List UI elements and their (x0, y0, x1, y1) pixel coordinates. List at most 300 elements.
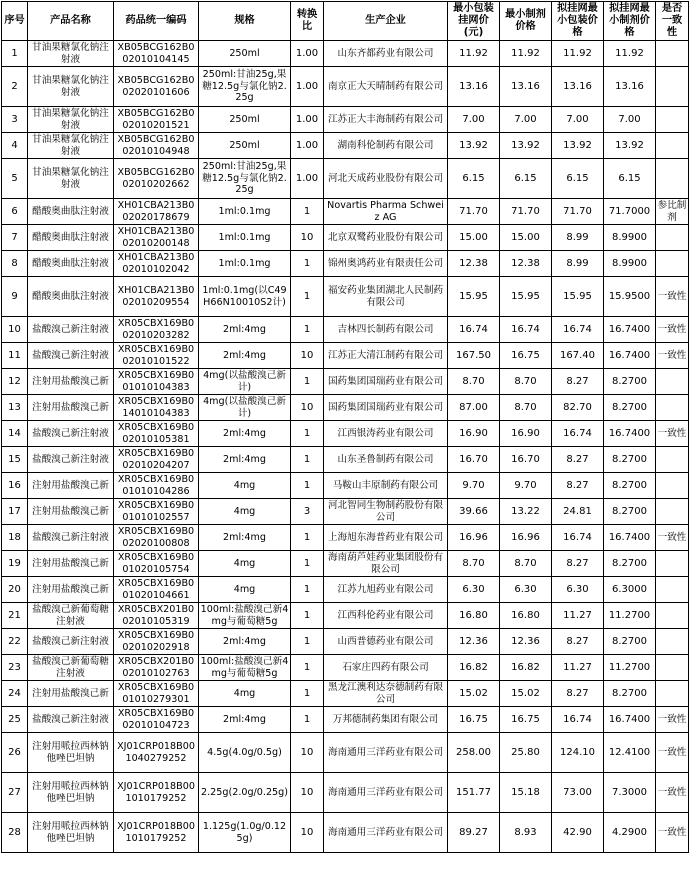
proposed-unit-price: 8.2700 (604, 395, 656, 421)
conversion-ratio: 1 (291, 447, 324, 473)
min-pack-price: 8.70 (448, 551, 500, 577)
min-pack-price: 258.00 (448, 733, 500, 773)
product-name: 甘油果糖氯化钠注射液 (28, 107, 114, 133)
spec: 250ml (199, 41, 291, 67)
proposed-pack-price: 8.27 (552, 551, 604, 577)
row-index: 3 (2, 107, 28, 133)
proposed-unit-price: 11.2700 (604, 603, 656, 629)
drug-code: XR05CBX169B014010104383 (114, 395, 199, 421)
table-row (2, 421, 689, 447)
drug-code: XR05CBX169B002010204207 (114, 447, 199, 473)
proposed-unit-price: 12.4100 (604, 733, 656, 773)
manufacturer: 吉林四长制药有限公司 (324, 317, 448, 343)
row-index: 25 (2, 707, 28, 733)
manufacturer: 江西银涛药业有限公司 (324, 421, 448, 447)
row-index: 9 (2, 277, 28, 317)
drug-code: XR05CBX201B002010102763 (114, 655, 199, 681)
proposed-pack-price: 71.70 (552, 199, 604, 225)
manufacturer: 海南葫芦娃药业集团股份有限公司 (324, 551, 448, 577)
min-unit-price: 16.75 (500, 343, 552, 369)
drug-code: XR05CBX169B002010203282 (114, 317, 199, 343)
proposed-unit-price: 16.7400 (604, 421, 656, 447)
spec: 4mg(以盐酸溴己新计) (199, 395, 291, 421)
min-pack-price: 16.80 (448, 603, 500, 629)
row-index: 21 (2, 603, 28, 629)
manufacturer: 马鞍山丰原制药有限公司 (324, 473, 448, 499)
table-row (2, 395, 689, 421)
spec: 4.5g(4.0g/0.5g) (199, 733, 291, 773)
min-unit-price: 13.16 (500, 67, 552, 107)
min-pack-price: 15.00 (448, 225, 500, 251)
product-name: 甘油果糖氯化钠注射液 (28, 41, 114, 67)
spec: 100ml:盐酸溴己新4mg与葡萄糖5g (199, 603, 291, 629)
spec: 4mg (199, 499, 291, 525)
consistency: 一致性 (656, 525, 689, 551)
consistency (656, 473, 689, 499)
min-pack-price: 6.15 (448, 159, 500, 199)
min-pack-price: 11.92 (448, 41, 500, 67)
product-name: 醋酸奥曲肽注射液 (28, 277, 114, 317)
spec: 250ml:甘油25g,果糖12.5g与氯化钠2.25g (199, 67, 291, 107)
min-pack-price: 71.70 (448, 199, 500, 225)
proposed-pack-price: 16.74 (552, 421, 604, 447)
product-name: 注射用哌拉西林钠他唑巴坦钠 (28, 813, 114, 853)
min-pack-price: 12.38 (448, 251, 500, 277)
manufacturer: 江苏正大清江制药有限公司 (324, 343, 448, 369)
manufacturer: 北京双鹭药业股份有限公司 (324, 225, 448, 251)
consistency (656, 159, 689, 199)
drug-code: XR05CBX169B001010104383 (114, 369, 199, 395)
spec: 250ml:甘油25g,果糖12.5g与氯化钠2.25g (199, 159, 291, 199)
min-unit-price: 25.80 (500, 733, 552, 773)
manufacturer: 海南通用三洋药业有限公司 (324, 733, 448, 773)
spec: 250ml (199, 133, 291, 159)
conversion-ratio: 1 (291, 603, 324, 629)
manufacturer: 河北智同生物制药股份有限公司 (324, 499, 448, 525)
proposed-pack-price: 13.16 (552, 67, 604, 107)
consistency (656, 629, 689, 655)
drug-code: XJ01CRP018B001010179252 (114, 773, 199, 813)
manufacturer: 国药集团国瑞药业有限公司 (324, 395, 448, 421)
row-index: 24 (2, 681, 28, 707)
header-manufacturer: 生产企业 (324, 2, 448, 41)
drug-code: XB05BCG162B002010104145 (114, 41, 199, 67)
row-index: 8 (2, 251, 28, 277)
product-name: 注射用盐酸溴己新 (28, 395, 114, 421)
proposed-unit-price: 15.9500 (604, 277, 656, 317)
row-index: 22 (2, 629, 28, 655)
conversion-ratio: 1.00 (291, 41, 324, 67)
proposed-unit-price: 16.7400 (604, 525, 656, 551)
header-drug-code: 药品统一编码 (114, 2, 199, 41)
min-unit-price: 16.70 (500, 447, 552, 473)
conversion-ratio: 10 (291, 343, 324, 369)
min-unit-price: 6.15 (500, 159, 552, 199)
product-name: 注射用盐酸溴己新 (28, 681, 114, 707)
min-pack-price: 16.96 (448, 525, 500, 551)
table-row (2, 681, 689, 707)
conversion-ratio: 1 (291, 681, 324, 707)
proposed-unit-price: 13.92 (604, 133, 656, 159)
consistency (656, 681, 689, 707)
proposed-unit-price: 7.3000 (604, 773, 656, 813)
header-min-pack-price: 最小包装挂网价(元) (448, 2, 500, 41)
proposed-pack-price: 8.27 (552, 447, 604, 473)
proposed-pack-price: 11.92 (552, 41, 604, 67)
consistency (656, 551, 689, 577)
conversion-ratio: 1 (291, 421, 324, 447)
consistency (656, 369, 689, 395)
proposed-pack-price: 8.27 (552, 681, 604, 707)
drug-code: XR05CBX201B002010105319 (114, 603, 199, 629)
consistency: 一致性 (656, 773, 689, 813)
proposed-pack-price: 7.00 (552, 107, 604, 133)
proposed-pack-price: 16.74 (552, 525, 604, 551)
conversion-ratio: 1 (291, 551, 324, 577)
manufacturer: 山西普德药业有限公司 (324, 629, 448, 655)
proposed-unit-price: 16.7400 (604, 707, 656, 733)
proposed-pack-price: 8.27 (552, 369, 604, 395)
proposed-unit-price: 4.2900 (604, 813, 656, 853)
proposed-unit-price: 7.00 (604, 107, 656, 133)
proposed-pack-price: 42.90 (552, 813, 604, 853)
min-pack-price: 16.90 (448, 421, 500, 447)
consistency (656, 655, 689, 681)
drug-code: XJ01CRP018B001040279252 (114, 733, 199, 773)
manufacturer: 山东圣鲁制药有限公司 (324, 447, 448, 473)
proposed-pack-price: 8.27 (552, 629, 604, 655)
table-row (2, 251, 689, 277)
proposed-pack-price: 8.99 (552, 251, 604, 277)
manufacturer: 江西科伦药业有限公司 (324, 603, 448, 629)
min-pack-price: 87.00 (448, 395, 500, 421)
proposed-unit-price: 11.92 (604, 41, 656, 67)
product-name: 注射用盐酸溴己新 (28, 499, 114, 525)
product-name: 醋酸奥曲肽注射液 (28, 199, 114, 225)
proposed-pack-price: 16.74 (552, 317, 604, 343)
manufacturer: 黑龙江澳利达奈德制药有限公司 (324, 681, 448, 707)
table-row (2, 343, 689, 369)
spec: 2ml:4mg (199, 317, 291, 343)
proposed-pack-price: 6.30 (552, 577, 604, 603)
min-pack-price: 151.77 (448, 773, 500, 813)
product-name: 甘油果糖氯化钠注射液 (28, 159, 114, 199)
spec: 1.125g(1.0g/0.125g) (199, 813, 291, 853)
min-pack-price: 8.70 (448, 369, 500, 395)
row-index: 26 (2, 733, 28, 773)
spec: 2ml:4mg (199, 707, 291, 733)
min-unit-price: 15.00 (500, 225, 552, 251)
table-row (2, 499, 689, 525)
table-row (2, 525, 689, 551)
proposed-unit-price: 8.9900 (604, 225, 656, 251)
table-row (2, 707, 689, 733)
min-pack-price: 13.16 (448, 67, 500, 107)
min-unit-price: 13.92 (500, 133, 552, 159)
manufacturer: 万邦德制药集团有限公司 (324, 707, 448, 733)
min-unit-price: 16.80 (500, 603, 552, 629)
min-pack-price: 89.27 (448, 813, 500, 853)
proposed-unit-price: 8.2700 (604, 681, 656, 707)
table-row (2, 225, 689, 251)
product-name: 注射用哌拉西林钠他唑巴坦钠 (28, 733, 114, 773)
consistency (656, 133, 689, 159)
row-index: 7 (2, 225, 28, 251)
row-index: 15 (2, 447, 28, 473)
consistency (656, 499, 689, 525)
min-pack-price: 15.02 (448, 681, 500, 707)
min-unit-price: 15.02 (500, 681, 552, 707)
drug-code: XB05BCG162B002010201521 (114, 107, 199, 133)
min-unit-price: 13.22 (500, 499, 552, 525)
drug-price-table (1, 1, 689, 853)
row-index: 6 (2, 199, 28, 225)
proposed-unit-price: 6.15 (604, 159, 656, 199)
product-name: 盐酸溴己新注射液 (28, 317, 114, 343)
proposed-pack-price: 15.95 (552, 277, 604, 317)
min-unit-price: 16.75 (500, 707, 552, 733)
drug-code: XH01CBA213B002010209554 (114, 277, 199, 317)
min-pack-price: 12.36 (448, 629, 500, 655)
table-row (2, 603, 689, 629)
drug-code: XR05CBX169B002010202918 (114, 629, 199, 655)
spec: 250ml (199, 107, 291, 133)
proposed-pack-price: 167.40 (552, 343, 604, 369)
min-pack-price: 16.82 (448, 655, 500, 681)
drug-code: XR05CBX169B001010279301 (114, 681, 199, 707)
spec: 4mg (199, 551, 291, 577)
drug-code: XB05BCG162B002020101606 (114, 67, 199, 107)
manufacturer: 福安药业集团湖北人民制药有限公司 (324, 277, 448, 317)
product-name: 盐酸溴己新注射液 (28, 343, 114, 369)
proposed-unit-price: 11.2700 (604, 655, 656, 681)
min-unit-price: 8.93 (500, 813, 552, 853)
manufacturer: 南京正大天晴制药有限公司 (324, 67, 448, 107)
spec: 4mg (199, 577, 291, 603)
row-index: 11 (2, 343, 28, 369)
spec: 4mg (199, 681, 291, 707)
min-unit-price: 15.18 (500, 773, 552, 813)
conversion-ratio: 10 (291, 395, 324, 421)
drug-code: XH01CBA213B002010102042 (114, 251, 199, 277)
proposed-pack-price: 13.92 (552, 133, 604, 159)
min-pack-price: 13.92 (448, 133, 500, 159)
consistency: 一致性 (656, 813, 689, 853)
min-pack-price: 16.70 (448, 447, 500, 473)
drug-code: XR05CBX169B002010104723 (114, 707, 199, 733)
min-unit-price: 6.30 (500, 577, 552, 603)
product-name: 甘油果糖氯化钠注射液 (28, 133, 114, 159)
min-unit-price: 7.00 (500, 107, 552, 133)
consistency (656, 251, 689, 277)
product-name: 醋酸奥曲肽注射液 (28, 251, 114, 277)
spec: 1ml:0.1mg (199, 199, 291, 225)
min-unit-price: 8.70 (500, 551, 552, 577)
min-unit-price: 15.95 (500, 277, 552, 317)
table-row (2, 473, 689, 499)
drug-code: XH01CBA213B002020178679 (114, 199, 199, 225)
proposed-unit-price: 8.2700 (604, 499, 656, 525)
spec: 2ml:4mg (199, 343, 291, 369)
manufacturer: 江苏正大丰海制药有限公司 (324, 107, 448, 133)
table-row (2, 133, 689, 159)
product-name: 注射用盐酸溴己新 (28, 551, 114, 577)
drug-code: XR05CBX169B002010105381 (114, 421, 199, 447)
row-index: 2 (2, 67, 28, 107)
spec: 2ml:4mg (199, 421, 291, 447)
proposed-unit-price: 8.2700 (604, 473, 656, 499)
table-row (2, 577, 689, 603)
table-row (2, 107, 689, 133)
consistency: 参比制剂 (656, 199, 689, 225)
min-unit-price: 16.96 (500, 525, 552, 551)
table-row (2, 277, 689, 317)
conversion-ratio: 1 (291, 369, 324, 395)
consistency: 一致性 (656, 317, 689, 343)
consistency (656, 603, 689, 629)
product-name: 注射用盐酸溴己新 (28, 473, 114, 499)
spec: 1ml:0.1mg(以C49H66N10010S2计) (199, 277, 291, 317)
drug-code: XB05BCG162B002010202662 (114, 159, 199, 199)
conversion-ratio: 1 (291, 577, 324, 603)
table-row (2, 67, 689, 107)
manufacturer: 湖南科伦制药有限公司 (324, 133, 448, 159)
header-conversion: 转换比 (291, 2, 324, 41)
manufacturer: 河北天成药业股份有限公司 (324, 159, 448, 199)
proposed-unit-price: 8.2700 (604, 551, 656, 577)
min-unit-price: 16.74 (500, 317, 552, 343)
proposed-unit-price: 71.7000 (604, 199, 656, 225)
proposed-unit-price: 8.2700 (604, 447, 656, 473)
consistency: 一致性 (656, 421, 689, 447)
conversion-ratio: 1 (291, 655, 324, 681)
conversion-ratio: 1.00 (291, 67, 324, 107)
spec: 100ml:盐酸溴己新4mg与葡萄糖5g (199, 655, 291, 681)
row-index: 28 (2, 813, 28, 853)
proposed-pack-price: 8.99 (552, 225, 604, 251)
manufacturer: 国药集团国瑞药业有限公司 (324, 369, 448, 395)
table-row (2, 773, 689, 813)
product-name: 盐酸溴己新注射液 (28, 421, 114, 447)
consistency (656, 41, 689, 67)
proposed-pack-price: 16.74 (552, 707, 604, 733)
min-unit-price: 11.92 (500, 41, 552, 67)
manufacturer: 江苏九旭药业有限公司 (324, 577, 448, 603)
proposed-pack-price: 6.15 (552, 159, 604, 199)
proposed-unit-price: 8.2700 (604, 369, 656, 395)
proposed-pack-price: 11.27 (552, 603, 604, 629)
conversion-ratio: 1.00 (291, 107, 324, 133)
consistency: 一致性 (656, 277, 689, 317)
header-proposed-pack-price: 拟挂网最小包装价格 (552, 2, 604, 41)
spec: 1ml:0.1mg (199, 225, 291, 251)
proposed-unit-price: 8.9900 (604, 251, 656, 277)
min-pack-price: 167.50 (448, 343, 500, 369)
row-index: 20 (2, 577, 28, 603)
consistency (656, 395, 689, 421)
table-row (2, 655, 689, 681)
drug-code: XR05CBX169B001020104661 (114, 577, 199, 603)
spec: 4mg (199, 473, 291, 499)
conversion-ratio: 1 (291, 317, 324, 343)
consistency (656, 577, 689, 603)
row-index: 1 (2, 41, 28, 67)
table-row (2, 41, 689, 67)
proposed-unit-price: 8.2700 (604, 629, 656, 655)
conversion-ratio: 1.00 (291, 133, 324, 159)
drug-code: XR05CBX169B002020100808 (114, 525, 199, 551)
min-pack-price: 7.00 (448, 107, 500, 133)
header-row (2, 2, 689, 41)
table-row (2, 447, 689, 473)
conversion-ratio: 1 (291, 277, 324, 317)
proposed-pack-price: 73.00 (552, 773, 604, 813)
min-unit-price: 12.38 (500, 251, 552, 277)
min-pack-price: 16.74 (448, 317, 500, 343)
header-index: 序号 (2, 2, 28, 41)
drug-code: XR05CBX169B001010102557 (114, 499, 199, 525)
proposed-unit-price: 6.3000 (604, 577, 656, 603)
conversion-ratio: 1 (291, 629, 324, 655)
conversion-ratio: 1 (291, 199, 324, 225)
row-index: 16 (2, 473, 28, 499)
table-row (2, 629, 689, 655)
row-index: 14 (2, 421, 28, 447)
proposed-unit-price: 16.7400 (604, 317, 656, 343)
manufacturer: 海南通用三洋药业有限公司 (324, 813, 448, 853)
row-index: 19 (2, 551, 28, 577)
proposed-pack-price: 124.10 (552, 733, 604, 773)
min-pack-price: 39.66 (448, 499, 500, 525)
row-index: 23 (2, 655, 28, 681)
conversion-ratio: 1 (291, 707, 324, 733)
table-row (2, 317, 689, 343)
header-proposed-unit-price: 拟挂网最小制剂价格 (604, 2, 656, 41)
min-unit-price: 8.70 (500, 369, 552, 395)
product-name: 盐酸溴己新葡萄糖注射液 (28, 655, 114, 681)
proposed-unit-price: 16.7400 (604, 343, 656, 369)
conversion-ratio: 1 (291, 525, 324, 551)
min-unit-price: 12.36 (500, 629, 552, 655)
conversion-ratio: 1 (291, 473, 324, 499)
product-name: 注射用盐酸溴己新 (28, 369, 114, 395)
spec: 2.25g(2.0g/0.25g) (199, 773, 291, 813)
product-name: 盐酸溴己新葡萄糖注射液 (28, 603, 114, 629)
product-name: 醋酸奥曲肽注射液 (28, 225, 114, 251)
drug-code: XR05CBX169B001020105754 (114, 551, 199, 577)
manufacturer: Novartis Pharma Schweiz AG (324, 199, 448, 225)
product-name: 注射用哌拉西林钠他唑巴坦钠 (28, 773, 114, 813)
spec: 4mg(以盐酸溴己新计) (199, 369, 291, 395)
spec: 1ml:0.1mg (199, 251, 291, 277)
min-unit-price: 8.70 (500, 395, 552, 421)
header-spec: 规格 (199, 2, 291, 41)
conversion-ratio: 10 (291, 225, 324, 251)
consistency: 一致性 (656, 733, 689, 773)
conversion-ratio: 3 (291, 499, 324, 525)
min-pack-price: 6.30 (448, 577, 500, 603)
min-unit-price: 16.82 (500, 655, 552, 681)
table-row (2, 813, 689, 853)
proposed-pack-price: 8.27 (552, 473, 604, 499)
min-pack-price: 16.75 (448, 707, 500, 733)
product-name: 注射用盐酸溴己新 (28, 577, 114, 603)
manufacturer: 上海旭东海普药业有限公司 (324, 525, 448, 551)
min-pack-price: 9.70 (448, 473, 500, 499)
spec: 2ml:4mg (199, 629, 291, 655)
proposed-pack-price: 82.70 (552, 395, 604, 421)
spec: 2ml:4mg (199, 525, 291, 551)
